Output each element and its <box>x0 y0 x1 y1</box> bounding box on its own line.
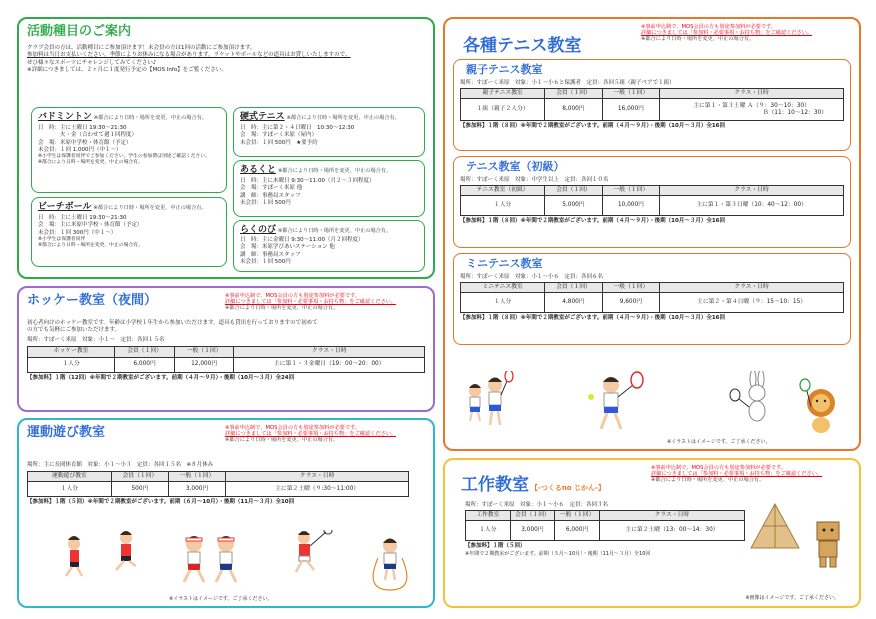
shokyu-table: テニス教室（初級） 会員（１回） 一般（１回） クラス・日時 １人分 5,000円 10,000円 主に第１・第３日曜（10：40～12：00） <box>460 185 844 216</box>
kousaku-panel: 工作教室 【-つくるno じかん-】 ※事前申込制で、MOS会員の方も別途参加料が必要です。 詳細につきましては「参加料・必要事項・お持ち物」をご確認ください。 ※都合により日時・場所を変更、中止の場合有。 場所：すぽーく米原 対象：小１～小６ 定員：各回３名 工作教室 会員（１回） 一般（１回） クラス・日時 １人分 3,000円 6,000円 主に第２土曜（13：00～14：30） 【参加料】１階（５回） ※年間で２期教室がございます。前期（５月～10月）・後期（11月～３月）全10回 ※画像はイメージです。ご了承ください。 <box>443 458 861 608</box>
lion-tennis-icon <box>800 379 835 433</box>
badminton-card: バドミントン ※都合により日時・場所を変更、中止の場合有。 日 時：主に土曜日 19:30～21:30 火・金（合わせて週１回程度） 会 場：米原中学校・体育館（予定） 未会員：１回 1,000円（中１～） ※小学生は保護者同伴でご参加ください。学生の参加費は別途ご確認ください。 ※都合により日時・場所を変更、中止の場合有。 <box>31 107 227 193</box>
mini-title: ミニテニス教室 <box>466 257 543 270</box>
tennis-illustration-note: ※イラストはイメージです。ご了承ください。 <box>667 439 771 445</box>
kid-jumprope-icon <box>373 539 407 591</box>
badminton-name: バドミントン <box>38 112 92 122</box>
kid-badminton-icon <box>296 530 332 572</box>
beachball-card: ビーチボール ※都合により日時・場所を変更、中止の場合有。 日 時：主に土曜日 19:30～21:30 会 場：主に米原中学校・体育館（予定） 未会員：１回 300円（中１～） ※小学生は保護者同伴 ※都合により日時・場所を変更、中止の場合有。 <box>31 197 227 267</box>
cardboard-robot-icon <box>817 522 839 567</box>
mini-table: ミニテニス教室 会員（１回） 一般（１回） クラス・日時 １人分 4,800円 9,600円 主に第２・第４日曜（９：15～10：15） <box>460 282 844 313</box>
activities-panel <box>17 17 435 279</box>
hockey-title: ホッケー教室（夜間） <box>27 293 158 308</box>
kids-sports-illustration <box>64 530 424 594</box>
kid-running-icon <box>66 536 82 576</box>
kousaku-subtitle: 【-つくるno じかん-】 <box>530 484 605 492</box>
tennis-panel: 各種テニス教室 ※事前申込制で、MOS会員の方も別途参加料が必要です。 詳細につきましては「参加料・必要事項・お持ち物」をご確認ください。 ※都合により日時・場所を変更、中止の場合有。 親子テニス教室 場所：すぽーく米原 対象：小１～小６と保護者 定員：各回５組（親子ペアで１組） 親子テニス教室 会員（１回） 一般（１回） クラス・日時 １組（親子２人分） 8,000円 16,000円 主に第１・第３土曜 Ａ（９：30～10：30） Ｂ（11：10～12：30） 【参加料】１階（８回）※年間で２期教室がございます。前期（４月～９月）・後期（10月～３月）全16回 テニス教室（初級） 場所：すぽーく米原 対象：中学生以上 定員：各回１０名 テニス教室（初級） 会員（１回） 一般（１回） クラス・日時 １人分 5,000円 10,000円 主に第１・第３日曜（10：40～12：00） 【参加料】１階（８回）※年間で２期教室がございます。前期（４月～９月）・後期（10月～３月）全16回 ミニテニス教室 場所：すぽーく米原 対象：小１～小６ 定員：各回６名 ミニテニス教室 会員（１回） 一般（１回） クラス・日時 １人分 4,800円 9,600円 主に第２・第４日曜（９：15～10：15） 【参加料】１階（８回）※年間で２期教室がございます。前期（４月～９月）・後期（10月～３月）全16回 ※イラストはイメージです。ご了承ください。 <box>443 17 861 451</box>
kid-kicking-icon <box>116 531 136 570</box>
rabbit-tennis-icon <box>730 371 765 421</box>
rakupi-name: らくのび <box>240 225 277 235</box>
mini-card: ミニテニス教室 場所：すぽーく米原 対象：小１～小６ 定員：各回６名 ミニテニス教室 会員（１回） 一般（１回） クラス・日時 １人分 4,800円 9,600円 主に第２・第４日曜（９：15～10：15） 【参加料】１階（８回）※年間で２期教室がございます。前期（４月～９月）・後期（10月～３月）全16回 <box>453 253 851 345</box>
tennis-players-illustration <box>461 371 851 439</box>
activities-intro: クラブ会員の方は、活動種目にご参加頂けます！未会員の方は1回の活動にご参加頂けます。 参加料は当日お支払いください。季節によりお休みになる場合があります。ラケットやボールなどの道具はお貸しいたしますので、 ぜひ様々なスポーツにチャレンジしてみてください♪ ※詳細につきましては、２ヶ月に１度発行予定の【MOS Info】をご覧ください。 <box>27 45 351 73</box>
rakupi-card: らくのび ※都合により日時・場所を変更、中止の場合有。 日 時：主に金曜日 9:30～11:00（月２回程度） 会 場：米原学びあいステーション 他 講 師：事務局スタッフ 未会員：１回 500円 <box>233 220 425 272</box>
softtennis-name: 硬式テニス <box>240 112 285 122</box>
kousaku-illustration-note: ※画像はイメージです。ご了承ください。 <box>745 594 839 601</box>
undo-panel: 運動遊び教室 ※事前申込制で、MOS会員の方も別途参加料が必要です。 詳細につきましては「参加料・必要事項・お持ち物」をご確認ください。 ※都合により日時・場所を変更、中止の場合有。 場所：主に長岡体育館 対象：小１～小３ 定員：各回１５名 ※８月休み 運動遊び教室 会員（１回） 一般（１回） クラス・日時 １人分 500円 3,000円 主に第２土曜（９:30～11:00） 【参加料】１階（５回）※年間で２期教室がございます。前期（６月～10月）・後期（11月～３月）全10回 ※イラストはイメージです。ご了承ください。 <box>17 418 435 608</box>
hockey-table: ホッケー教室 会員（１回） 一般（１回） クラス・日時 １人分 6,000円 12,000円 主に第１・３金曜日（19：00～20：00） <box>27 346 425 372</box>
undo-table: 運動遊び教室 会員（１回） 一般（１回） クラス・日時 １人分 500円 3,000円 主に第２土曜（９:30～11:00） <box>27 471 409 497</box>
undo-title: 運動遊び教室 <box>27 425 106 440</box>
oyako-table: 親子テニス教室 会員（１回） 一般（１回） クラス・日時 １組（親子２人分） 8,000円 16,000円 主に第１・第３土曜 Ａ（９：30～10：30） Ｂ（11：10～12：30） <box>460 88 844 121</box>
activities-title: 活動種目のご案内 <box>27 24 132 39</box>
undo-illustration-note: ※イラストはイメージです。ご了承ください。 <box>169 595 273 602</box>
shokyu-title: テニス教室（初級） <box>466 160 565 173</box>
oyako-card: 親子テニス教室 場所：すぽーく米原 対象：小１～小６と保護者 定員：各回５組（親子ペアで１組） 親子テニス教室 会員（１回） 一般（１回） クラス・日時 １組（親子２人分） 8,000円 16,000円 主に第１・第３土曜 Ａ（９：30～10：30） Ｂ（11：10～12：30） 【参加料】１階（８回）※年間で２期教室がございます。前期（４月～９月）・後期（10月～３月）全16回 <box>453 59 851 151</box>
softtennis-card: 硬式テニス ※都合により日時・場所を変更、中止の場合有。 日 時：主に第２・４日曜日 10:30～12:30 会 場：すぽーく米原（屋内） 未会員：１回 500円 ★要予約 <box>233 107 425 157</box>
parent-child-tennis-icon <box>469 371 513 425</box>
shokyu-card: テニス教室（初級） 場所：すぽーく米原 対象：中学生以上 定員：各回１０名 テニス教室（初級） 会員（１回） 一般（１回） クラス・日時 １人分 5,000円 10,000円 主に第１・第３日曜（10：40～12：00） 【参加料】１階（８回）※年間で２期教室がございます。前期（４月～９月）・後期（10月～３月）全16回 <box>453 156 851 248</box>
hockey-panel: ホッケー教室（夜間） ※事前申込制で、MOS会員の方も別途参加料が必要です。 詳細につきましては「参加料・必要事項・お持ち物」をご確認ください。 ※都合により日時・場所を変更、中止の場合有。 初心者向けのホッケー教室です。年齢は小学校１年生から参加いただけます。道具も貸出を行っておりますので初めて の方でも気軽にご参加いただけます。 場所：すぽーく米原 対象：小１～ 定員：各回１５名 ホッケー教室 会員（１回） 一般（１回） クラス・日時 １人分 6,000円 12,000円 主に第１・３金曜日（19：00～20：00） 【参加料】１階（12回）※年間で２期教室がございます。前期（４月～９月）・後期（10月～３月）全24回 <box>17 286 435 412</box>
oyako-title: 親子テニス教室 <box>466 63 543 76</box>
walking-card: あるくと ※都合により日時・場所を変更、中止の場合有。 日 時：主に木曜日 9:30～11:00（月２～３回程度） 会 場：すぽーく米原 他 講 師：事務局スタッフ 未会員：１回 500円 <box>233 160 425 217</box>
walking-name: あるくと <box>240 165 277 175</box>
kids-jumping-icon <box>184 536 236 582</box>
kousaku-table: 工作教室 会員（１回） 一般（１回） クラス・日時 １人分 3,000円 6,000円 主に第２土曜（13：00～14：30） <box>465 510 745 541</box>
wooden-pyramid-icon <box>751 504 799 548</box>
kousaku-title: 工作教室 <box>461 475 529 495</box>
tennis-player-icon <box>588 372 643 429</box>
craft-illustration <box>745 494 855 574</box>
beachball-name: ビーチボール <box>38 202 92 212</box>
tennis-title: 各種テニス教室 <box>463 36 582 56</box>
